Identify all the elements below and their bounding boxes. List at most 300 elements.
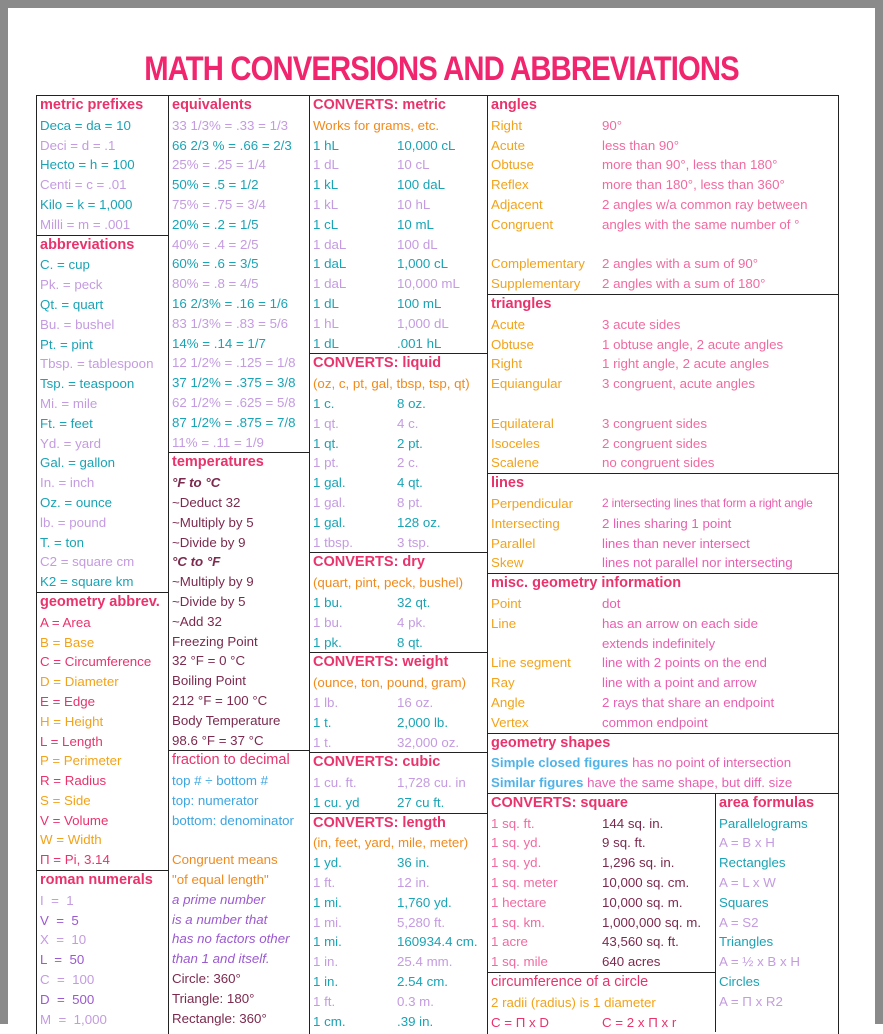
from-value: 1 cu. yd (313, 794, 360, 810)
list-item: Pt. = pint (40, 336, 93, 352)
from-value: 1 gal. (313, 494, 346, 510)
to-value: 144 sq. in. (602, 815, 664, 831)
to-value: 3 tsp. (397, 534, 430, 550)
from-value: 1 c. (313, 395, 335, 411)
table-row (488, 713, 838, 733)
column-equivalents-temperatures (169, 95, 310, 1034)
definition: 3 congruent sides (602, 415, 707, 431)
section-converts-dry (310, 553, 487, 653)
table-row (488, 932, 715, 952)
formula-row (488, 1013, 715, 1033)
list-item: A = Area (40, 614, 91, 630)
to-value: 27 cu ft. (397, 794, 445, 810)
definition: 2 rays that share an endpoint (602, 694, 775, 710)
definition: has no point of intersection (632, 755, 792, 771)
list-item: Tsp. = teaspoon (40, 376, 135, 392)
definition: extends indefinitely (602, 635, 716, 651)
list-item: 60% = .6 = 3/5 (172, 256, 259, 272)
list-item: 75% = .75 = 3/4 (172, 196, 266, 212)
from-value: 1 daL (313, 236, 347, 252)
from-value: 1 bu. (313, 594, 343, 610)
from-value: 1 daL (313, 256, 347, 272)
section-note: (in, feet, yard, mile, meter) (313, 835, 469, 851)
from-value: 1 bu. (313, 614, 343, 630)
list-item: "of equal length" (172, 872, 269, 888)
from-value: 1 qt. (313, 435, 339, 451)
list-item: 80% = .8 = 4/5 (172, 276, 259, 292)
table-row (310, 913, 487, 933)
section-header: CONVERTS: square (491, 794, 628, 811)
section-header: metric prefixes (40, 97, 144, 113)
from-value: 1 yd. (313, 855, 342, 871)
from-value: 1 sq. yd. (491, 835, 542, 851)
table-row (488, 553, 838, 573)
from-value: 1 qt. (313, 415, 339, 431)
list-item: bottom: denominator (172, 812, 294, 828)
table-row (488, 594, 838, 614)
list-item: Qt. = quart (40, 296, 104, 312)
from-value: 1 t. (313, 734, 332, 750)
list-item (488, 773, 838, 793)
section-triangles (488, 295, 838, 474)
column-prefixes-abbreviations (36, 95, 169, 1034)
list-item: Mi. = mile (40, 395, 98, 411)
list-item: 40% = .4 = 2/5 (172, 236, 259, 252)
table-row (310, 533, 487, 553)
to-value: 160934.4 cm. (397, 934, 478, 950)
table-row (310, 175, 487, 195)
to-value: 8 oz. (397, 395, 426, 411)
formula: C = Π x D (491, 1014, 549, 1030)
list-item: Ft. = feet (40, 415, 93, 431)
list-item: Boiling Point (172, 673, 246, 689)
list-item: 12 1/2% = .125 = 1/8 (172, 355, 296, 371)
list-item: 2 radii (radius) is 1 diameter (491, 994, 656, 1010)
term: Skew (491, 555, 524, 571)
to-value: 43,560 sq. ft. (602, 934, 679, 950)
table-row (310, 434, 487, 454)
list-item: P = Perimeter (40, 753, 122, 769)
list-item: M = 1,000 (40, 1011, 107, 1027)
section-converts-cubic (310, 753, 487, 813)
table-row (488, 952, 715, 972)
table-row (488, 614, 838, 634)
page-title: MATH CONVERSIONS AND ABBREVIATIONS (144, 50, 739, 88)
to-value: 2,000 lb. (397, 714, 449, 730)
table-row (310, 893, 487, 913)
term: Vertex (491, 714, 529, 730)
list-item: W = Width (40, 832, 102, 848)
from-value: 1 gal. (313, 514, 346, 530)
list-item: Deci = d = .1 (40, 137, 116, 153)
list-item: R = Radius (40, 773, 107, 789)
table-row (310, 453, 487, 473)
list-item: °F to °C (172, 475, 221, 491)
table-row (310, 932, 487, 952)
table-row (488, 653, 838, 673)
list-item: than 1 and itself. (172, 951, 270, 967)
from-value: 1 cu. ft. (313, 775, 357, 791)
list-item: 212 °F = 100 °C (172, 692, 268, 708)
list-item: T. = ton (40, 534, 84, 550)
list-item: lb. = pound (40, 514, 107, 530)
section-header: circumference of a circle (491, 974, 649, 991)
section-header: temperatures (172, 454, 264, 471)
list-item: Hecto = h = 100 (40, 157, 135, 173)
section-metric-prefixes (37, 96, 168, 236)
section-header: CONVERTS: metric (313, 97, 446, 113)
definition: 90° (602, 117, 623, 133)
list-item: 11% = .11 = 1/9 (172, 434, 264, 450)
section-misc-geometry (488, 574, 838, 733)
definition: 2 congruent sides (602, 435, 707, 451)
list-item: top # ÷ bottom # (172, 773, 268, 789)
list-item: 50% = .5 = 1/2 (172, 177, 259, 193)
list-item: Body Temperature (172, 712, 281, 728)
to-value: 25.4 mm. (397, 954, 453, 970)
section-note: Works for grams, etc. (313, 117, 440, 133)
section-temperatures (169, 453, 309, 751)
list-item (488, 753, 838, 773)
from-value: 1 sq. meter (491, 875, 558, 891)
table-row (310, 314, 487, 334)
table-row (488, 374, 838, 394)
from-value: 1 dL (313, 157, 339, 173)
list-item: Triangles (719, 934, 774, 950)
list-item: D = Diameter (40, 674, 119, 690)
to-value: 10 mL (397, 216, 434, 232)
term (491, 394, 602, 414)
table-row (488, 833, 715, 853)
table-row (310, 853, 487, 873)
from-value: 1 sq. ft. (491, 815, 535, 831)
to-value: 32 qt. (397, 594, 431, 610)
list-item: 32 °F = 0 °C (172, 653, 246, 669)
table-row (310, 215, 487, 235)
list-item: Kilo = k = 1,000 (40, 196, 133, 212)
list-item: V = Volume (40, 812, 109, 828)
list-item: 37 1/2% = .375 = 3/8 (172, 375, 296, 391)
to-value: 10 hL (397, 196, 431, 212)
list-item: I = 1 (40, 892, 74, 908)
table-row (488, 814, 715, 834)
list-item: ~Deduct 32 (172, 494, 241, 510)
list-item: Deca = da = 10 (40, 117, 131, 133)
definition: dot (602, 595, 621, 611)
table-row (310, 334, 487, 354)
term: Right (491, 356, 523, 372)
section-header: angles (491, 97, 537, 113)
table-row (310, 972, 487, 992)
to-value: 16 oz. (397, 694, 434, 710)
term: Similar figures (491, 775, 584, 791)
list-item: Π = Pi, 3.14 (40, 852, 110, 868)
list-item: A = Π x R2 (719, 993, 783, 1009)
table-row (310, 394, 487, 414)
section-note: (oz, c, pt, gal, tbsp, tsp, qt) (313, 376, 470, 392)
section-header: roman numerals (40, 872, 153, 889)
to-value: 640 acres (602, 954, 661, 970)
to-value: 0.3 m. (397, 993, 434, 1009)
definition: line with 2 points on the end (602, 655, 767, 671)
table-row (488, 354, 838, 374)
section-fraction-to-decimal (169, 751, 309, 1028)
list-item: A = B x H (719, 835, 775, 851)
term: Congruent (491, 216, 554, 232)
definition: 3 acute sides (602, 316, 681, 332)
table-row (310, 195, 487, 215)
term: Acute (491, 137, 526, 153)
from-value: 1 mi. (313, 914, 342, 930)
list-item: In. = inch (40, 475, 95, 491)
section-header: misc. geometry information (491, 575, 682, 592)
list-item: has no factors other (172, 931, 290, 947)
table-row (310, 793, 487, 813)
term: Isoceles (491, 435, 540, 451)
definition: has an arrow on each side (602, 615, 758, 631)
list-item: A = L x W (719, 875, 776, 891)
from-value: 1 pk. (313, 634, 342, 650)
list-item: C2 = square cm (40, 554, 135, 570)
section-header: abbreviations (40, 236, 135, 253)
column-geometry (488, 95, 839, 1034)
term: Line (491, 615, 517, 631)
section-header: CONVERTS: weight (313, 654, 449, 671)
table-row (488, 315, 838, 335)
table-row (488, 514, 838, 534)
list-item: A = ½ x B x H (719, 954, 800, 970)
section-converts-square (488, 794, 715, 973)
definition: 1 obtuse angle, 2 acute angles (602, 336, 784, 352)
table-row (310, 274, 487, 294)
list-item: K2 = square km (40, 574, 134, 590)
table-row (310, 693, 487, 713)
term: Equiangular (491, 376, 562, 392)
section-header: CONVERTS: cubic (313, 754, 441, 771)
list-item: Squares (719, 894, 769, 910)
list-item: S = Side (40, 792, 91, 808)
term: Supplementary (491, 276, 581, 292)
to-value: 2.54 cm. (397, 974, 448, 990)
table-row (310, 513, 487, 533)
table-row (488, 335, 838, 355)
list-item: Bu. = bushel (40, 316, 115, 332)
section-converts-metric (310, 96, 487, 354)
list-item: 33 1/3% = .33 = 1/3 (172, 117, 289, 133)
definition: common endpoint (602, 714, 708, 730)
list-item: 83 1/3% = .83 = 5/6 (172, 315, 289, 331)
table-row (310, 155, 487, 175)
table-row (488, 414, 838, 434)
table-row (488, 853, 715, 873)
bottom-split (488, 794, 838, 1033)
definition: more than 90°, less than 180° (602, 157, 778, 173)
list-item: 87 1/2% = .875 = 7/8 (172, 414, 296, 430)
table-row (488, 195, 838, 215)
term: Line segment (491, 655, 571, 671)
from-value: 1 lb. (313, 694, 339, 710)
table-row (310, 493, 487, 513)
term (491, 235, 602, 255)
table-row (488, 175, 838, 195)
to-value: 1,000 cL (397, 256, 449, 272)
to-value: 1,728 cu. in (397, 775, 466, 791)
list-item: L = 50 (40, 952, 85, 968)
from-value: 1 in. (313, 974, 339, 990)
from-value: 1 sq. yd. (491, 855, 542, 871)
to-value: 12 in. (397, 875, 430, 891)
table-row (310, 414, 487, 434)
list-item: C = Circumference (40, 654, 152, 670)
to-value: 2 c. (397, 455, 419, 471)
section-header: CONVERTS: dry (313, 554, 425, 571)
term: Right (491, 117, 523, 133)
from-value: 1 kL (313, 196, 339, 212)
table-row (310, 254, 487, 274)
table-row (310, 473, 487, 493)
to-value: 8 pt. (397, 494, 423, 510)
to-value: .39 in. (397, 1013, 434, 1029)
to-value: 100 dL (397, 236, 438, 252)
to-value: .001 hL (397, 335, 442, 351)
from-value: 1 tbsp. (313, 534, 353, 550)
section-header: lines (491, 475, 525, 492)
definition: have the same shape, but diff. size (587, 775, 793, 791)
to-value: 4 pk. (397, 614, 426, 630)
table-row (488, 693, 838, 713)
term: Point (491, 595, 522, 611)
list-item: Oz. = ounce (40, 494, 113, 510)
list-item: Freezing Point (172, 633, 258, 649)
table-row (488, 893, 715, 913)
definition: less than 90° (602, 137, 680, 153)
list-item: 62 1/2% = .625 = 5/8 (172, 394, 296, 410)
from-value: 1 ft. (313, 993, 336, 1009)
table-row (488, 673, 838, 693)
table-row (488, 274, 838, 294)
list-item: 20% = .2 = 1/5 (172, 216, 259, 232)
list-item: top: numerator (172, 792, 259, 808)
section-header: area formulas (719, 794, 815, 811)
list-item: ~Divide by 9 (172, 534, 246, 550)
section-header: fraction to decimal (172, 752, 290, 769)
list-item: Circle: 360° (172, 971, 241, 987)
to-value: 10,000 sq. m. (602, 894, 683, 910)
table-row (488, 534, 838, 554)
definition: 2 angles with a sum of 90° (602, 256, 759, 272)
list-item: V = 5 (40, 912, 79, 928)
table-row (310, 713, 487, 733)
term: Parallel (491, 535, 536, 551)
definition: 2 angles with a sum of 180° (602, 276, 766, 292)
definition: lines not parallel nor intersecting (602, 555, 793, 571)
section-equivalents (169, 96, 309, 453)
definition: 3 congruent, acute angles (602, 376, 756, 392)
from-value: 1 acre (491, 934, 528, 950)
list-item: ~Multiply by 5 (172, 514, 254, 530)
section-area-formulas (716, 794, 838, 1033)
from-value: 1 pt. (313, 455, 339, 471)
list-item: Triangle: 180° (172, 990, 255, 1006)
to-value: 10,000 sq. cm. (602, 875, 690, 891)
table-row (310, 136, 487, 156)
table-row (488, 116, 838, 136)
list-item: Yd. = yard (40, 435, 101, 451)
from-value: 1 cL (313, 216, 339, 232)
list-item: Rectangle: 360° (172, 1010, 267, 1026)
list-item: C = 100 (40, 972, 95, 988)
from-value: 1 kL (313, 177, 339, 193)
list-item: L = Length (40, 733, 103, 749)
definition: more than 180°, less than 360° (602, 177, 785, 193)
table-row (310, 1012, 487, 1032)
table-row (310, 294, 487, 314)
section-angles (488, 96, 838, 295)
list-item: is a number that (172, 911, 268, 927)
section-header: triangles (491, 295, 552, 312)
term: Reflex (491, 177, 529, 193)
to-value: 32,000 oz. (397, 734, 460, 750)
list-item: Rectangles (719, 855, 786, 871)
section-header: CONVERTS: length (313, 814, 446, 831)
table-row (488, 873, 715, 893)
term: Complementary (491, 256, 585, 272)
to-value: 1,000 dL (397, 315, 449, 331)
list-item: °C to °F (172, 554, 221, 570)
to-value: 1,760 yd. (397, 894, 452, 910)
list-item: a prime number (172, 891, 266, 907)
to-value: 5,280 ft. (397, 914, 446, 930)
term: Scalene (491, 455, 540, 471)
from-value: 1 mi. (313, 894, 342, 910)
to-value: 8 qt. (397, 634, 423, 650)
from-value: 1 gal. (313, 475, 346, 491)
list-item: C. = cup (40, 257, 90, 273)
definition: 1 right angle, 2 acute angles (602, 356, 770, 372)
definition: 2 intersecting lines that form a right angle (602, 495, 813, 510)
from-value: 1 hL (313, 137, 339, 153)
table-row (310, 613, 487, 633)
from-value: 1 sq. mile (491, 954, 548, 970)
definition: angles with the same number of ° (602, 216, 800, 232)
to-value: 36 in. (397, 855, 430, 871)
section-geometry-abbrev (37, 593, 168, 871)
section-header: equivalents (172, 97, 252, 113)
term: Acute (491, 316, 526, 332)
from-value: 1 cm. (313, 1013, 346, 1029)
term (491, 634, 602, 654)
table-row (310, 593, 487, 613)
list-item: Tbsp. = tablespoon (40, 356, 154, 372)
section-abbreviations (37, 236, 168, 593)
list-item: A = S2 (719, 914, 759, 930)
list-item: X = 10 (40, 932, 87, 948)
from-value: 1 t. (313, 714, 332, 730)
list-item: ~Divide by 5 (172, 593, 246, 609)
list-item: Parallelograms (719, 815, 808, 831)
list-item: E = Edge (40, 693, 96, 709)
term: Perpendicular (491, 495, 574, 511)
spacer (169, 830, 309, 850)
definition: 2 lines sharing 1 point (602, 515, 732, 531)
table-row (310, 773, 487, 793)
column-conversions (310, 95, 488, 1034)
to-value: 1,000,000 sq. m. (602, 914, 702, 930)
definition: 2 angles w/a common ray between (602, 196, 808, 212)
definition: no congruent sides (602, 455, 715, 471)
list-item: 98.6 °F = 37 °C (172, 732, 264, 748)
table-row (488, 254, 838, 274)
